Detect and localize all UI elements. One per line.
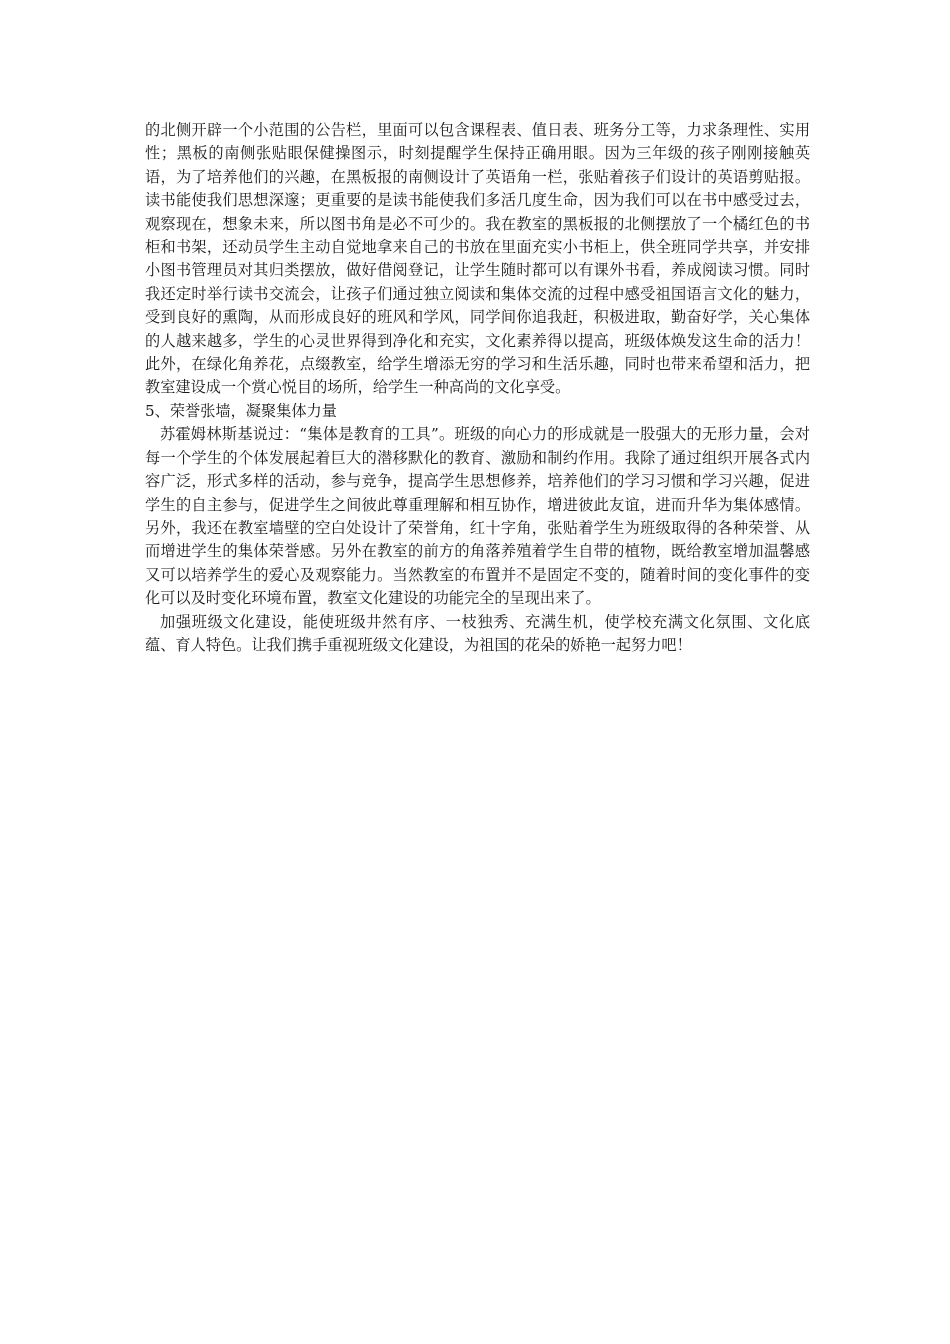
paragraph-collective-education: 苏霍姆林斯基说过：“集体是教育的工具”。班级的向心力的形成就是一股强大的无形力量，会对每一个学生的个体发展起着巨大的潜移默化的教育、激励和制约作用。我除了通过组织开展各式内容广泛，形式多样的活动，参与竞争，提高学生思想修养，培养他们的学习习惯和学习兴趣，促进学生的自主参与，促进学生之间彼此尊重理解和相互协作，增进彼此友谊，进而升华为集体感情。另外，我还在教室墙壁的空白处设计了荣誉角，红十字角，张贴着学生为班级取得的各种荣誉、从而增进学生的集体荣誉感。另外在教室的前方的角落养殖着学生自带的植物，既给教室增加温馨感又可以培养学生的爱心及观察能力。当然教室的布置并不是固定不变的，随着时间的变化事件的变化可以及时变化环境布置，教室文化建设的功能完全的呈现出来了。 — [145, 425, 810, 608]
paragraph-conclusion: 加强班级文化建设，能使班级井然有序、一枝独秀、充满生机，使学校充满文化氛围、文化底蕴、育人特色。让我们携手重视班级文化建设，为祖国的花朵的娇艳一起努力吧！ — [145, 612, 810, 654]
section-heading-honor-wall: 5、荣誉张墙，凝聚集体力量 — [145, 401, 337, 420]
paragraph-classroom-layout: 的北侧开辟一个小范围的公告栏，里面可以包含课程表、值日表、班务分工等，力求条理性、实用性；黑板的南侧张贴眼保健操图示，时刻提醒学生保持正确用眼。因为三年级的孩子刚刚接触英语，为了培养他们的兴趣，在黑板报的南侧设计了英语角一栏，张贴着孩子们设计的英语剪贴报。读书能使我们思想深邃；更重要的是读书能使我们多活几度生命，因为我们可以在书中感受过去，观察现在，想象未来，所以图书角是必不可少的。我在教室的黑板报的北侧摆放了一个橘红色的书柜和书架，还动员学生主动自觉地拿来自己的书放在里面充实小书柜上，供全班同学共享，并安排小图书管理员对其归类摆放，做好借阅登记，让学生随时都可以有课外书看，养成阅读习惯。同时我还定时举行读书交流会，让孩子们通过独立阅读和集体交流的过程中感受祖国语言文化的魅力，受到良好的熏陶，从而形成良好的班风和学风，同学间你追我赶，积极进取，勤奋好学，关心集体的人越来越多，学生的心灵世界得到净化和充实，文化素养得以提高，班级体焕发这生命的活力！此外，在绿化角养花，点缀教室，给学生增添无穷的学习和生活乐趣，同时也带来希望和活力，把教室建设成一个赏心悦目的场所，给学生一种高尚的文化享受。 — [145, 121, 810, 397]
document-body — [145, 119, 810, 657]
